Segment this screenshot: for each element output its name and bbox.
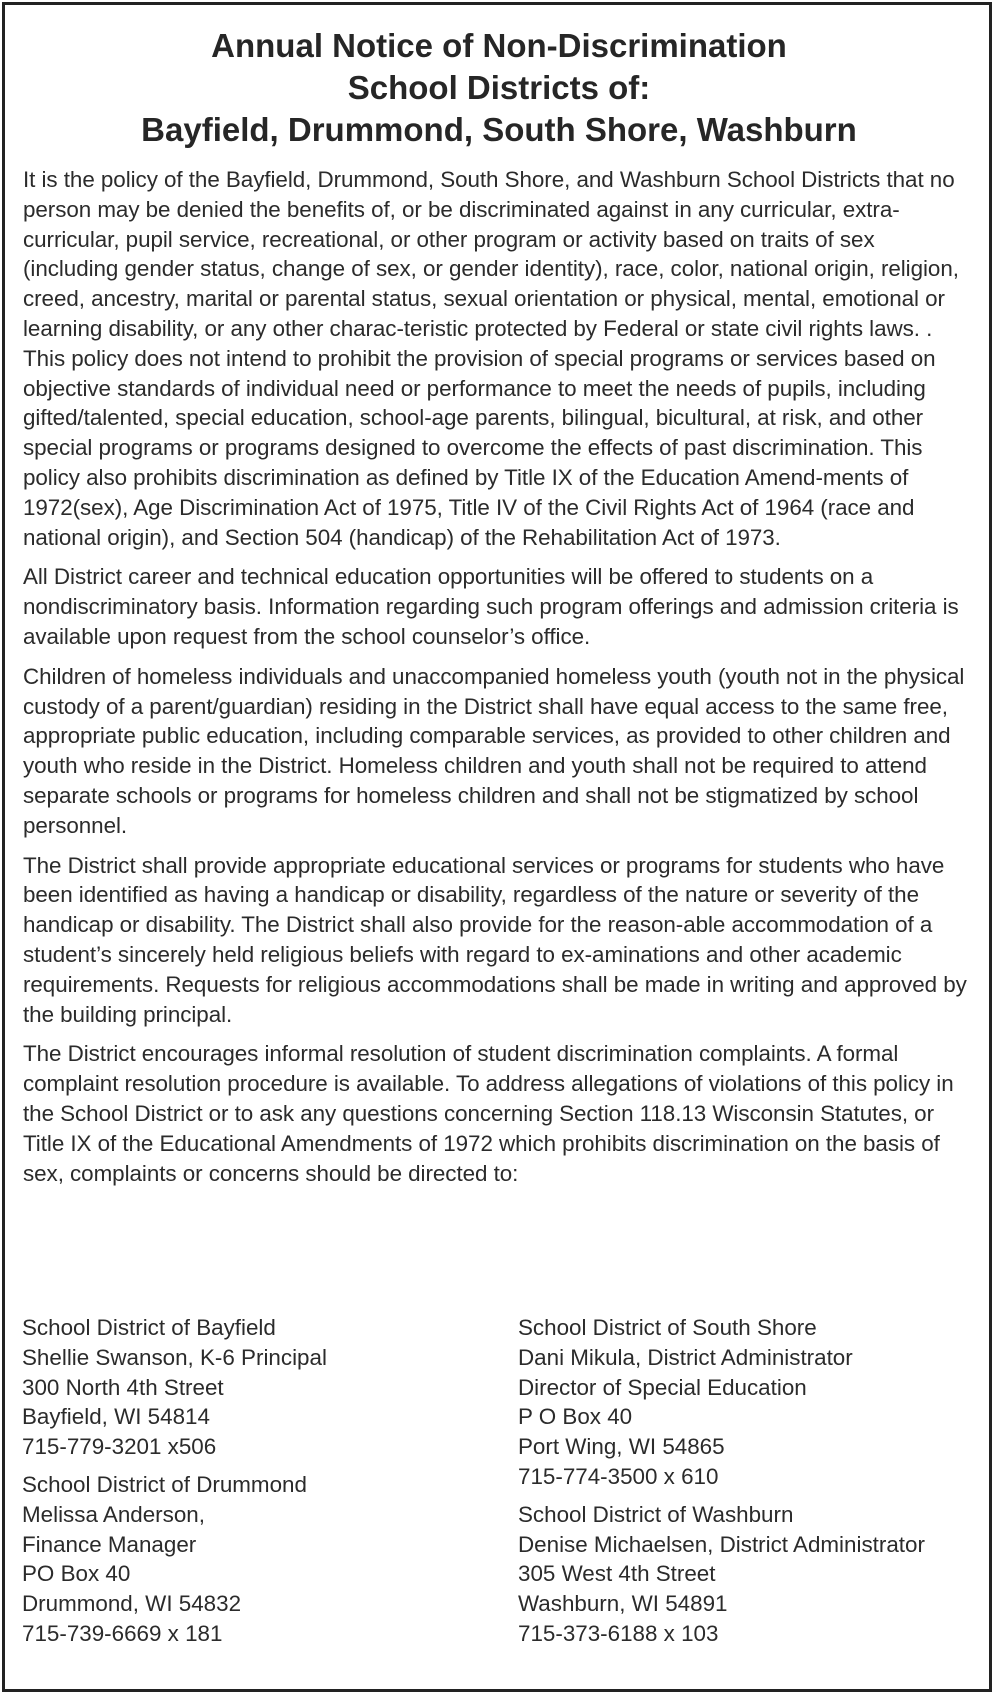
contact-phone: 715-739-6669 x 181 [22,1620,223,1646]
contacts-right-column [518,1313,978,1649]
contact-city: Port Wing, WI 54865 [518,1434,725,1460]
contact-person: Shellie Swanson, K-6 Principal [22,1344,327,1370]
contacts-left-column [22,1313,502,1649]
contact-city: Washburn, WI 54891 [518,1591,728,1617]
contact-title: Finance Manager [22,1531,197,1557]
contact-phone: 715-373-6188 x 103 [518,1620,719,1646]
contact-person: Melissa Anderson, [22,1501,205,1527]
homeless-youth-paragraph: Children of homeless individuals and unaccompanied homeless youth (youth not in the physical custody of a parent/guardian) residing in the District shall have equal access to the same free, appropriate public education, including comparable services, as provided to other children and youth who reside in the District. Homeless children and youth shall not be required to attend separate schools or programs for homeless children and shall not be stigmatized by school personnel. [23,663,965,838]
contact-washburn [518,1500,978,1649]
complaint-procedure-paragraph: The District encourages informal resolution of student discrimination complaints. A formal complaint resolution procedure is available. To address allegations of violations of this policy in the School District or to ask any questions concerning Section 118.13 Wisconsin Statutes, or Title IX of the Educational Amendments of 1972 which prohibits discrimination on the basis of sex, complaints or concerns should be directed to: [23,1041,954,1186]
contact-district-name: School District of South Shore [518,1315,817,1340]
contact-address: PO Box 40 [22,1561,131,1587]
contact-district-name: School District of Washburn [518,1501,794,1527]
disability-accommodation-paragraph: The District shall provide appropriate educational services or programs for students who have been identified as having a handicap or disability, regardless of the nature or severity of the handicap or disability. The District shall also provide for the reason-able accommodation of a student’s sincerely held religious beliefs with regard to ex-aminations and other academic requirements. Requests for religious accommodations shall be made in writing and approved by the building principal. [23,852,967,1027]
career-education-paragraph: All District career and technical education opportunities will be offered to students on a nondiscriminatory basis. Information regarding such program offerings and admission criteria is available upon request from the school counselor’s office. [23,564,959,649]
contact-address: 300 North 4th Street [22,1374,224,1400]
contact-title: Director of Special Education [518,1374,807,1400]
contact-address: 305 West 4th Street [518,1561,716,1587]
contact-district-name: School District of Drummond [22,1471,307,1497]
contact-person: Denise Michaelsen, District Administrator [518,1531,925,1557]
contact-drummond [22,1470,502,1649]
notice-title [23,25,975,151]
contact-city: Bayfield, WI 54814 [22,1404,210,1430]
contact-bayfield [22,1313,502,1462]
title-line-3: Bayfield, Drummond, South Shore, Washburn [141,111,857,148]
title-line-1: Annual Notice of Non-Discrimination [211,27,787,64]
contact-phone: 715-779-3201 x506 [22,1434,217,1460]
contact-address: P O Box 40 [518,1404,633,1430]
contact-person: Dani Mikula, District Administrator [518,1344,853,1370]
policy-paragraph: It is the policy of the Bayfield, Drummond, South Shore, and Washburn School Districts that no person may be denied the benefits of, or be discriminated against in any curricular, extra-curricular, pupil service, recreational, or other program or activity based on traits of sex (including gender status, change of sex, or gender identity), race, color, national origin, religion, creed, ancestry, marital or parental status, sexual orientation or physical, mental, emotional or learning disability, or any other charac-teristic protected by Federal or state civil rights laws. . This policy does not intend to prohibit the provision of special programs or services based on objective standards of individual need or performance to meet the needs of pupils, including gifted/talented, special education, school-age parents, bilingual, bicultural, at risk, and other special programs or programs designed to overcome the effects of past discrimination. This policy also prohibits discrimination as defined by Title IX of the Education Amend-ments of 1972(sex), Age Discrimination Act of 1975, Title IV of the Civil Rights Act of 1964 (race and national origin), and Section 504 (handicap) of the Rehabilitation Act of 1973. [23,167,959,550]
contact-phone: 715-774-3500 x 610 [518,1463,719,1489]
title-line-2: School Districts of: [347,69,651,106]
contact-city: Drummond, WI 54832 [22,1591,242,1617]
contact-district-name: School District of Bayfield [22,1315,276,1340]
contact-south-shore [518,1313,978,1492]
